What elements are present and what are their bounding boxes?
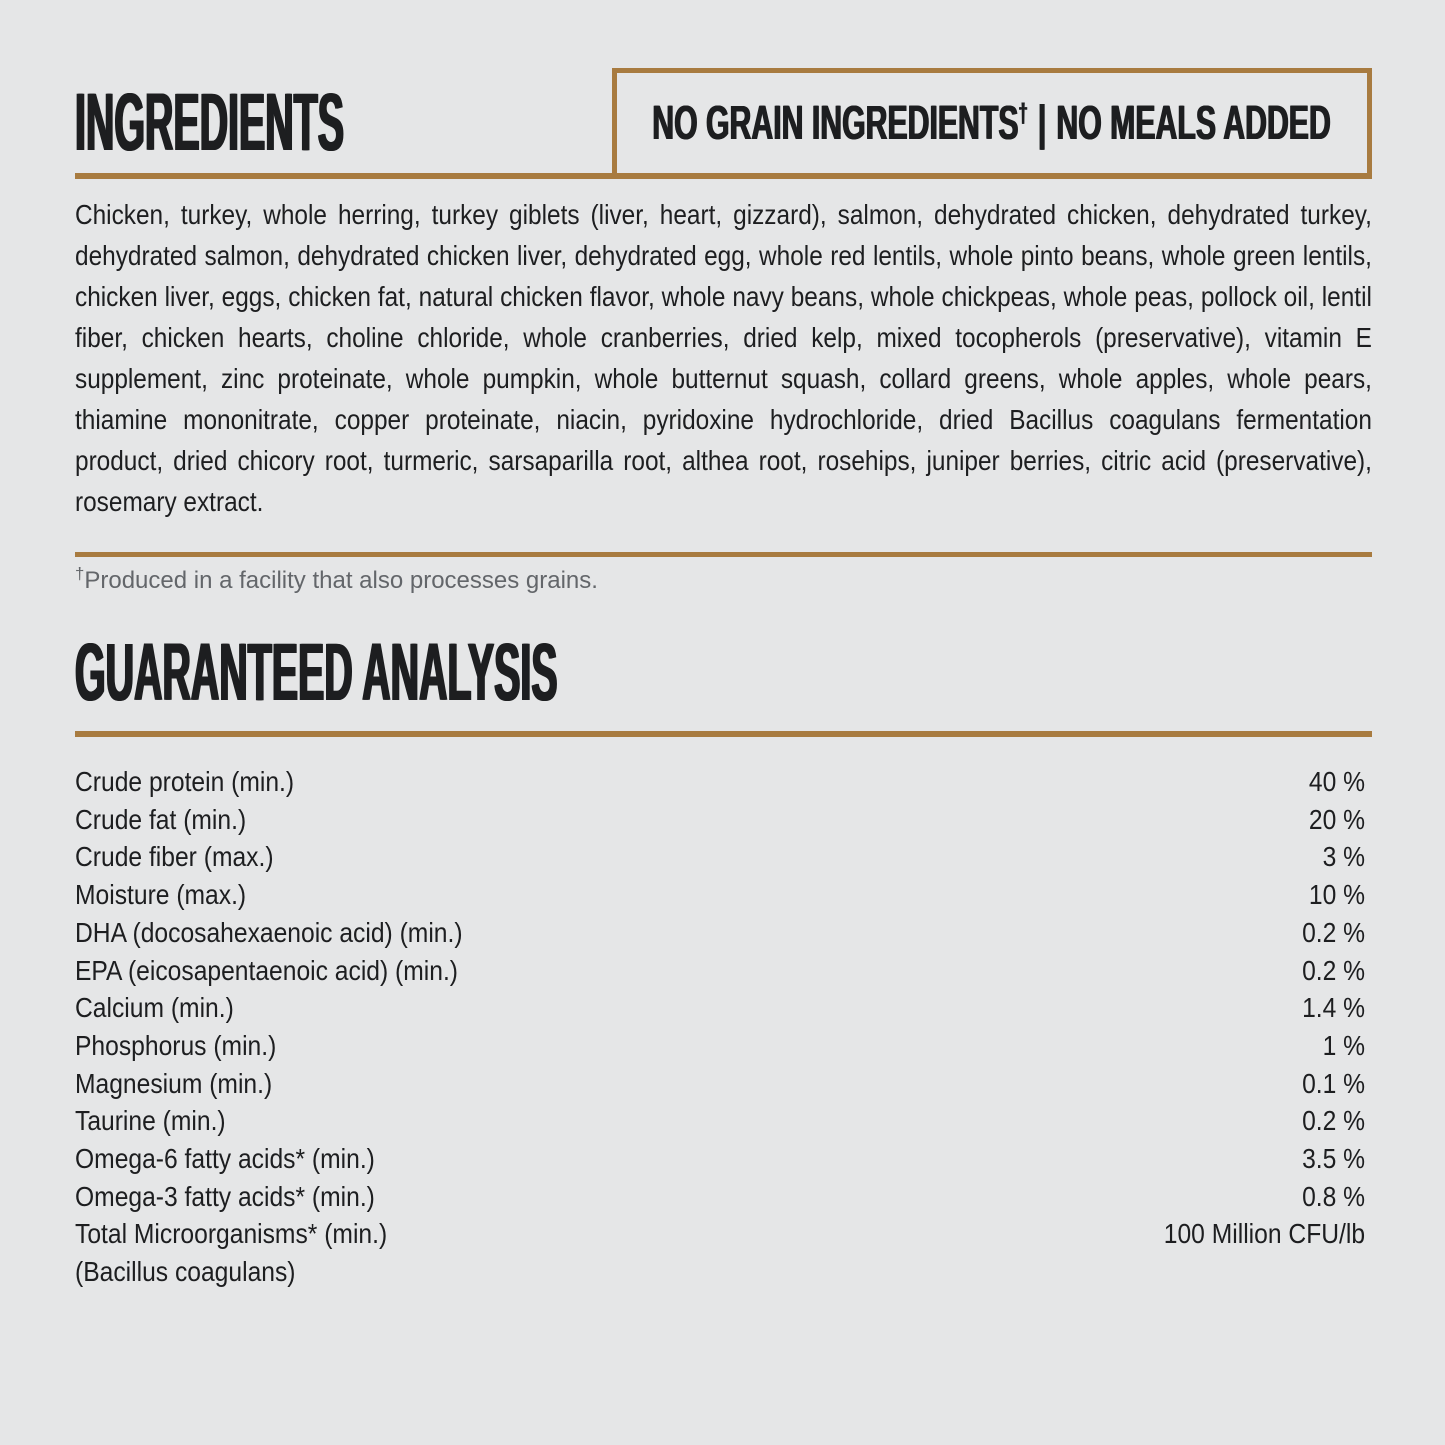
analysis-row-label: Omega-3 fatty acids* (min.) <box>75 1180 375 1212</box>
ingredients-paragraph-container <box>75 194 1372 522</box>
grain-facility-footnote <box>75 564 598 595</box>
badge-no-meals-text: NO MEALS ADDED <box>1056 96 1332 150</box>
analysis-row-value: 0.8 % <box>1302 1180 1366 1212</box>
analysis-row-value: 100 Million CFU/lb <box>1163 1218 1366 1250</box>
analysis-row-label: Calcium (min.) <box>75 992 234 1024</box>
analysis-row <box>75 1215 1365 1253</box>
badge-no-grain-text: NO GRAIN INGREDIENTS <box>652 96 1019 150</box>
analysis-row-value: 0.2 % <box>1302 916 1366 948</box>
analysis-row <box>75 1140 1365 1178</box>
analysis-row-label: Taurine (min.) <box>75 1105 226 1137</box>
analysis-row <box>75 952 1365 990</box>
analysis-row <box>75 838 1365 876</box>
analysis-row-label: Crude fat (min.) <box>75 803 247 835</box>
analysis-row-label: Crude fiber (max.) <box>75 841 274 873</box>
badge-separator: | <box>1038 96 1047 150</box>
ingredients-heading: INGREDIENTS <box>75 77 344 168</box>
analysis-row-value: 3 % <box>1322 841 1366 873</box>
analysis-row <box>75 914 1365 952</box>
analysis-row <box>75 1178 1365 1216</box>
footnote-divider-rule <box>75 552 1372 557</box>
analysis-row-value: 20 % <box>1308 803 1366 835</box>
analysis-row-label: EPA (eicosapentaenoic acid) (min.) <box>75 954 459 986</box>
footnote-text: Produced in a facility that also processes grains. <box>84 567 598 594</box>
analysis-row <box>75 1253 1365 1291</box>
analysis-row <box>75 1102 1365 1140</box>
analysis-row-label: Moisture (max.) <box>75 879 247 911</box>
footnote-dagger-mark: † <box>75 564 85 583</box>
analysis-row-label: Omega-6 fatty acids* (min.) <box>75 1143 375 1175</box>
analysis-row-value: 3.5 % <box>1302 1143 1366 1175</box>
guaranteed-analysis-heading-rule <box>75 731 1372 737</box>
analysis-row-value: 0.1 % <box>1302 1067 1366 1099</box>
badge-dagger-mark: † <box>1018 97 1029 128</box>
analysis-row <box>75 801 1365 839</box>
ingredients-list-text: Chicken, turkey, whole herring, turkey giblets (liver, heart, gizzard), salmon, dehydrated chicken, dehydrated turkey, dehydrated salmon, dehydrated chicken liver, dehydrated egg, whole red lentils, whole pinto beans, whole green lentils, chicken liver, eggs, chicken fat, natural chicken flavor, whole navy beans, whole chickpeas, whole peas, pollock oil, lentil fiber, chicken hearts, choline chloride, whole cranberries, dried kelp, mixed tocopherols (preservative), vitamin E supplement, zinc proteinate, whole pumpkin, whole butternut squash, collard greens, whole apples, whole pears, thiamine mononitrate, copper proteinate, niacin, pyridoxine hydrochloride, dried Bacillus coagulans fermentation product, dried chicory root, turmeric, sarsaparilla root, althea root, rosehips, juniper berries, citric acid (preservative), rosemary extract. <box>75 199 1372 517</box>
analysis-row-label: DHA (docosahexaenoic acid) (min.) <box>75 916 463 948</box>
guaranteed-analysis-table <box>75 763 1365 1291</box>
analysis-row-value: 0.2 % <box>1302 1105 1366 1137</box>
analysis-row <box>75 876 1365 914</box>
no-grain-badge-text <box>653 96 1332 151</box>
analysis-row-label: Magnesium (min.) <box>75 1067 273 1099</box>
analysis-row <box>75 1065 1365 1103</box>
analysis-row-label: Crude protein (min.) <box>75 766 295 797</box>
analysis-row <box>75 1027 1365 1065</box>
guaranteed-analysis-heading: GUARANTEED ANALYSIS <box>75 627 558 718</box>
analysis-row-value: 40 % <box>1308 766 1366 797</box>
analysis-row-label: Total Microorganisms* (min.) <box>75 1218 388 1250</box>
analysis-row <box>75 763 1365 801</box>
analysis-row-value: 1 % <box>1322 1029 1366 1061</box>
ingredients-heading-rule <box>75 173 1372 179</box>
no-grain-badge <box>612 68 1372 178</box>
analysis-row-label: (Bacillus coagulans) <box>75 1256 296 1288</box>
analysis-row-value: 1.4 % <box>1302 992 1366 1024</box>
analysis-row <box>75 989 1365 1027</box>
analysis-row-value: 10 % <box>1308 879 1366 911</box>
analysis-row-value: 0.2 % <box>1302 954 1366 986</box>
analysis-row-label: Phosphorus (min.) <box>75 1029 277 1061</box>
guaranteed-analysis-table-container <box>75 763 1372 1291</box>
